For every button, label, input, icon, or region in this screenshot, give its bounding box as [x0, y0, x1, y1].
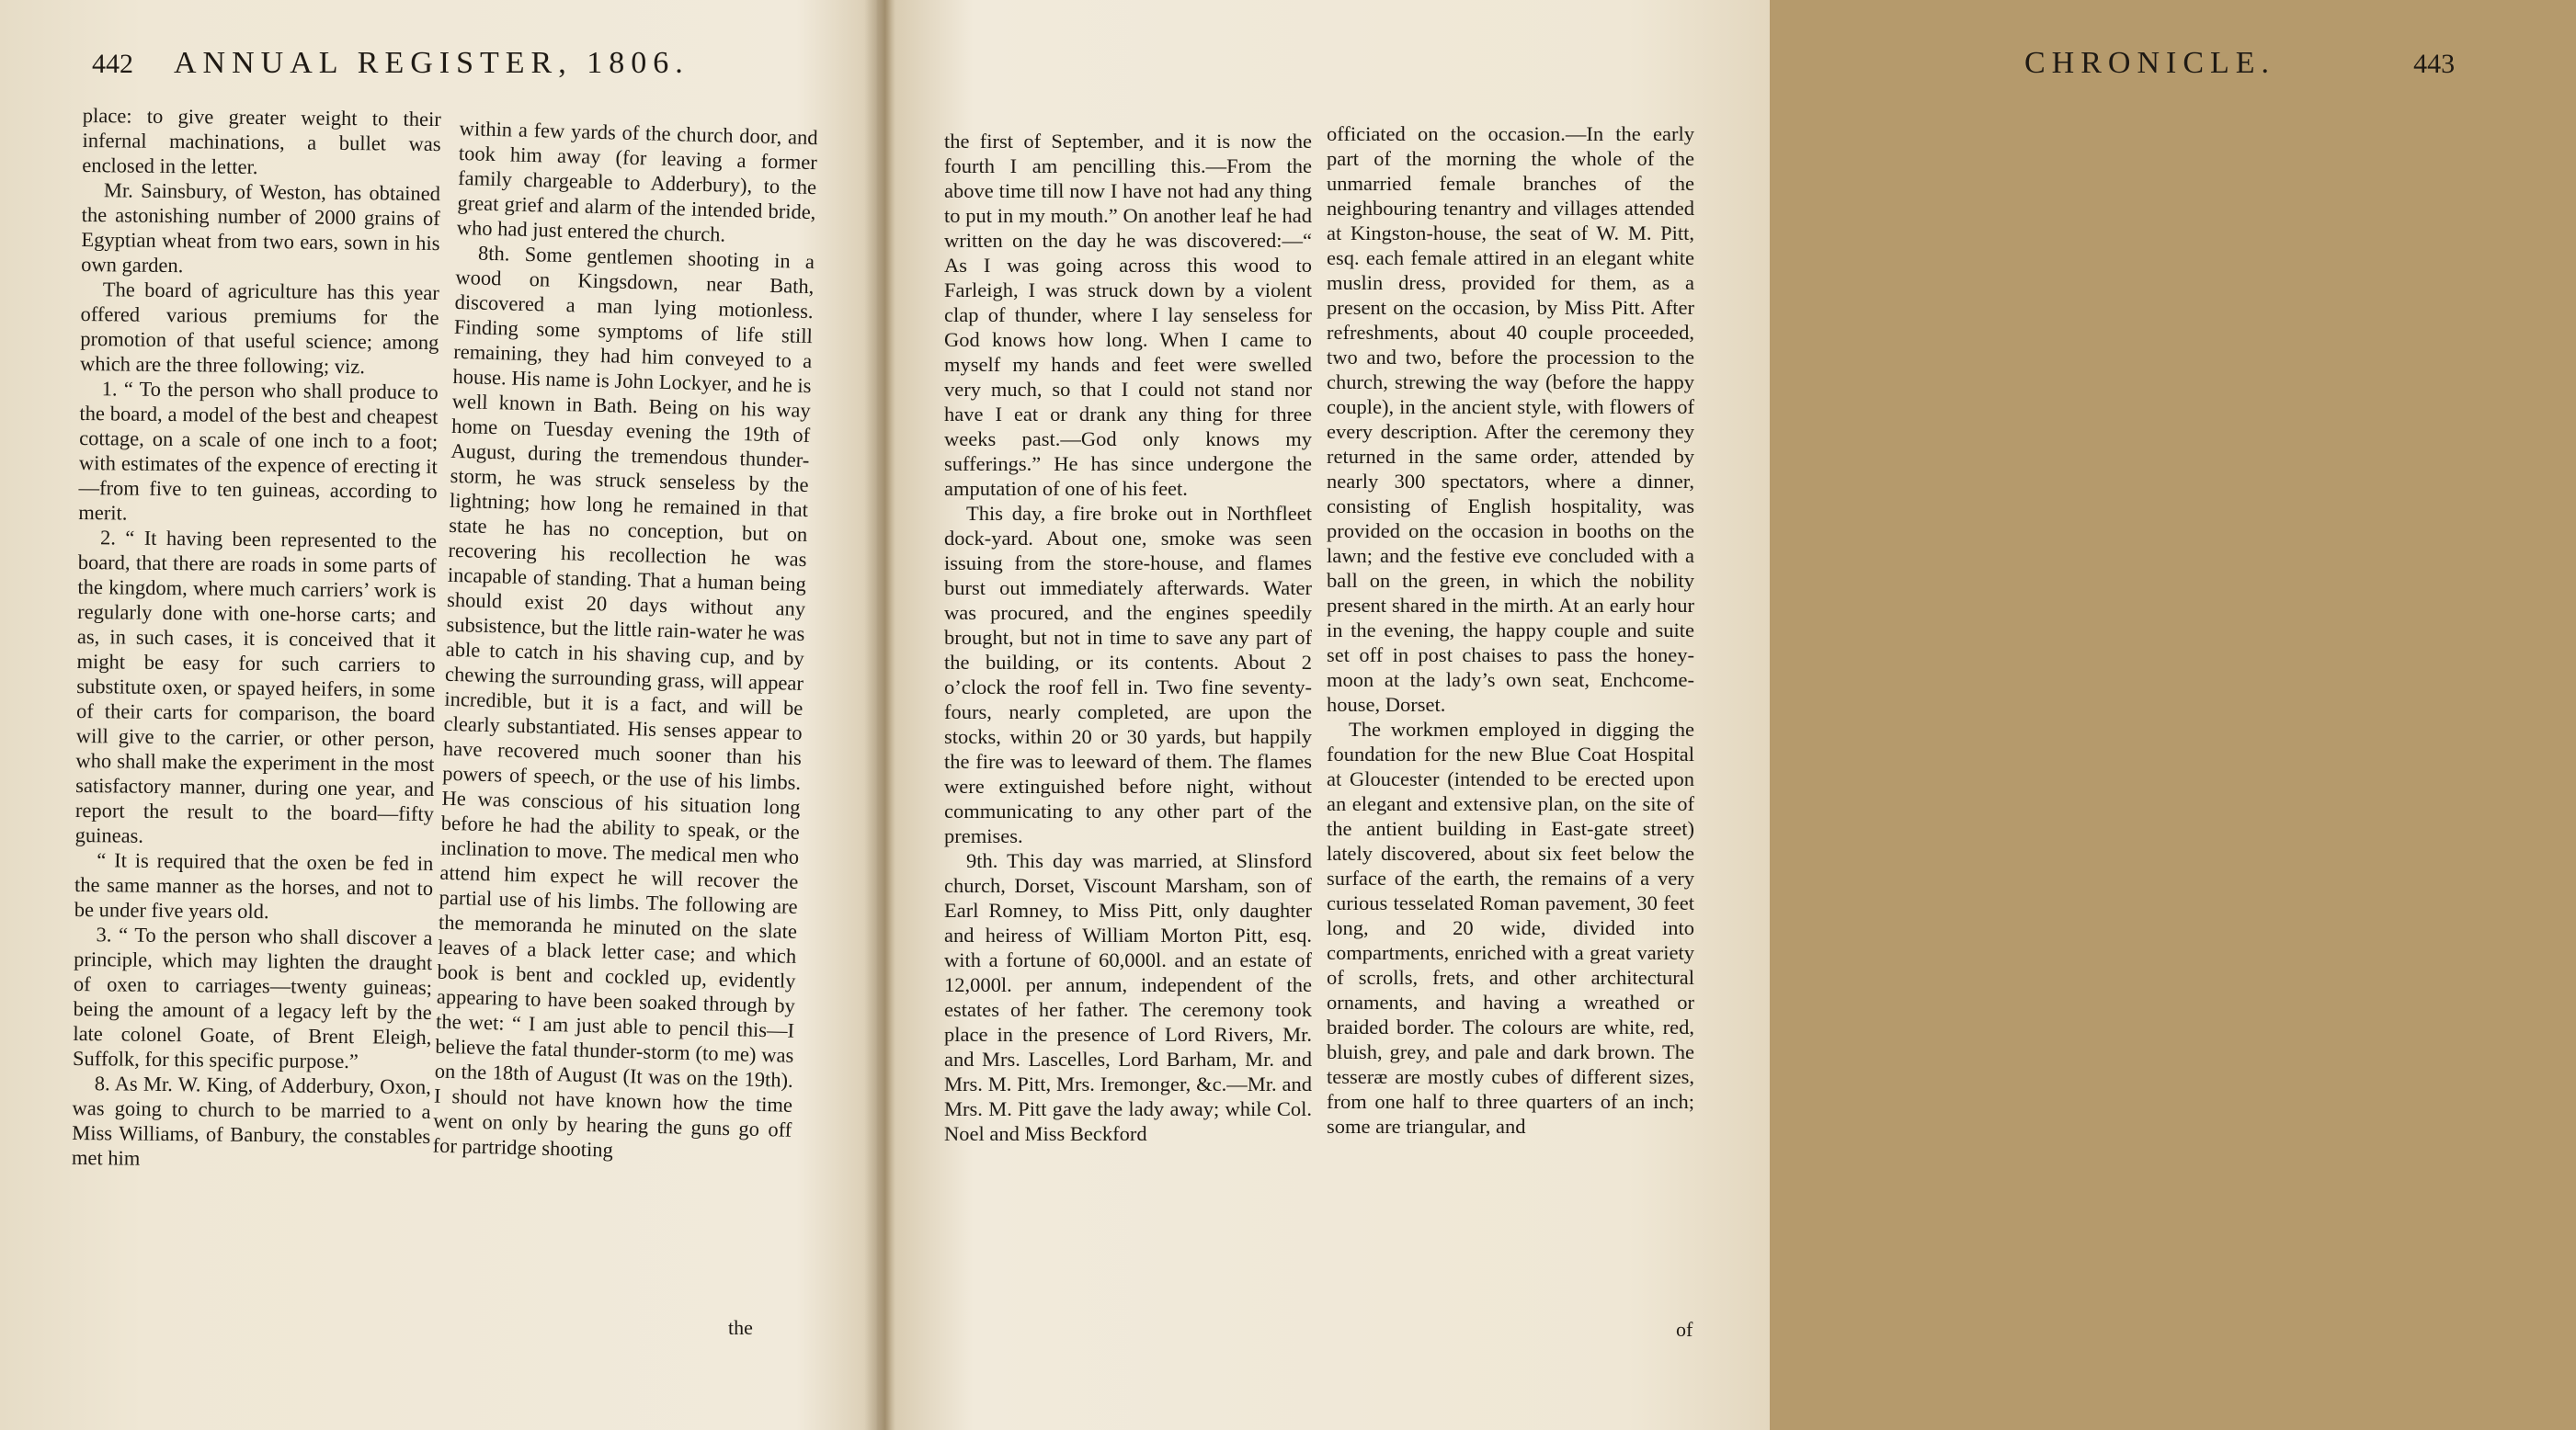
paragraph: 2. “ It having been represented to the board, that there are roads in some parts of the kingdom, where much carriers’ work is regularly done with one-horse carts; and as, in such cases, it is conceived that it might be easy for such carriers to substitute oxen, or spayed heifers, in some of their carts for comparison, the board will give to the carrier, or other person, who shall make the experiment in the most satisfactory manner, during one year, and report the result to the board—fifty guineas. — [74, 526, 438, 847]
catchword: of — [1676, 1318, 1693, 1341]
paragraph: place: to give greater weight to their infernal machinations, a bullet was enclosed in the letter. — [82, 103, 441, 178]
paragraph: 8th. Some gentlemen shooting in a wood on Kingsdown, near Bath, discovered a man lying motionless. Finding some symptoms of life still remaining, they had him conveyed to a house. His name is John Lockyer, and he is well known in Bath. Being on his way home on Tuesday evening the 19th of August, during the tremendous thunder-storm, he was struck senseless by the lightning; how long he remained in that state he has no conception, but on recovering his recollection he was incapable of standing. That a human being should exist 20 days without any subsistence, but the little rain-water he was able to catch in his shaving cup, and by chewing the surrounding grass, will appear incredible, but it is a fact, and will be clearly substantiated. His senses appear to have recovered much sooner than his powers of speech, or the use of his limbs. He was conscious of his situation long before he had the ability to speak, or the inclination to move. The medical men who attend him expect he will recover the partial use of his limbs. The following are the memoranda he minuted on the slate leaves of a black letter case; and which book is bent and cockled up, evidently appearing to have been soaked through by the wet: “ I am just able to pencil this—I believe the fatal thunder-storm (to me) was on the 18th of August (It was on the 19th). I should not have known how the time went on only by hearing the guns go off for partridge shooting — [432, 241, 815, 1162]
paragraph: the first of September, and it is now the fourth I am pencilling this.—From the above time till now I have not had any thing to put in my mouth.” On another leaf he had written on the day he was discovered:—“ As I was going across this wood to Farleigh, I was struck down by a violent clap of thunder, where I lay senseless for God knows how long. When I came to myself my hands and feet were swelled very much, so that I could not stand nor have I eat or drank any thing for three weeks past.—God only knows my sufferings.” He has since undergone the amputation of one of his feet. — [944, 130, 1312, 500]
catchword: the — [728, 1316, 753, 1339]
paragraph: officiated on the occasion.—In the early part of the morning the whole of the unmarried female branches of the neighbouring tenantry and villages attended at Kingston-house, the seat of W. M. Pitt, esq. each female attired in an elegant white muslin dress, provided for them, as a present on the occasion, by Miss Pitt. After refreshments, about 40 couple proceeded, two and two, before the procession to the church, strewing the way (before the happy couple), in the ancient style, with flowers of every description. After the ceremony they returned in the same order, attended by nearly 300 spectators, where a dinner, consisting of English hospitality, was provided on the occasion in booths on the lawn; and the festive eve concluded with a ball on the green, in which the nobility present shared in the mirth. At an early hour in the evening, the happy couple and suite set off in post chaises to pass the honey-moon at the lady’s own seat, Enchcome-house, Dorset. — [1327, 122, 1694, 716]
paragraph: 1. “ To the person who shall produce to the board, a model of the best and cheapest cottage, on a scale of one inch to a foot; with estimates of the expence of erecting it—from five to ten guineas, according to merit. — [78, 377, 439, 525]
paragraph: This day, a fire broke out in Northfleet dock-yard. About one, smoke was seen issuing from the store-house, and flames burst out immediately afterwards. Water was procured, and the engines speedily brought, but not in time to save any part of the building, or its contents. About 2 o’clock the roof fell in. Two fine seventy-fours, nearly completed, are upon the stocks, within 20 or 30 yards, but happily the fire was to leeward of them. The flames were extinguished before night, without communicating to any other part of the premises. — [944, 502, 1312, 847]
left-page — [0, 0, 878, 1430]
text-column-4 — [1327, 121, 1694, 1139]
paragraph: 3. “ To the person who shall discover a principle, which may lighten the draught of oxen to carriages—twenty guineas; being the amount of a legacy left by the late colonel Goate, of Brent Eleigh, Suffolk, for this specific purpose.” — [72, 923, 433, 1073]
running-head: ANNUAL REGISTER, 1806. — [174, 46, 690, 80]
page-number: 442 — [92, 49, 133, 79]
text-column-3 — [944, 129, 1312, 1146]
running-head: CHRONICLE. — [2024, 46, 2276, 80]
paragraph: within a few yards of the church door, and took him away (for leaving a former family chargeable to Adderbury), to the great grief and alarm of the intended bride, who had just entered the church. — [456, 116, 818, 246]
text-column-1 — [72, 103, 441, 1174]
left-page-header — [92, 46, 754, 101]
paragraph: 8. As Mr. W. King, of Adderbury, Oxon, was going to church to be married to a Miss Williams, of Banbury, the constables met him — [71, 1072, 431, 1170]
paragraph: 9th. This day was married, at Slinsford church, Dorset, Viscount Marsham, son of Earl Romney, to Miss Pitt, only daughter and heiress of William Morton Pitt, esq. with a fortune of 60,000l. and an estate of 12,000l. per annum, independent of the estates of her father. The ceremony took place in the presence of Lord Rivers, Mr. and Mrs. Lascelles, Lord Barham, Mr. and Mrs. M. Pitt, Mrs. Iremonger, &c.—Mr. and Mrs. M. Pitt gave the lady away; while Col. Noel and Miss Beckford — [944, 849, 1312, 1145]
paragraph: The board of agriculture has this year offered various premiums for the promotion of that useful science; among which are the three following; viz. — [79, 278, 439, 379]
right-page-header — [2024, 46, 2576, 101]
paragraph: Mr. Sainsbury, of Weston, has obtained the astonishing number of 2000 grains of Egyptian wheat from two ears, sown in his own garden. — [81, 178, 441, 278]
paragraph: The workmen employed in digging the foundation for the new Blue Coat Hospital at Gloucester (intended to be erected upon an elegant and extensive plan, on the site of the antient building in East-gate street) lately discovered, about six feet below the surface of the earth, the remains of a very curious tesselated Roman pavement, 30 feet long, and 20 wide, divided into compartments, enriched with a great variety of scrolls, frets, and other architectural ornaments, and having a wreathed or braided border. The colours are white, red, bluish, grey, and pale and dark brown. The tesseræ are mostly cubes of different sizes, from one half to three quarters of an inch; some are triangular, and — [1327, 718, 1694, 1138]
paragraph: “ It is required that the oxen be fed in the same manner as the horses, and not to be under five years old. — [74, 848, 434, 924]
page-number: 443 — [2413, 49, 2456, 79]
text-column-2 — [432, 116, 818, 1167]
